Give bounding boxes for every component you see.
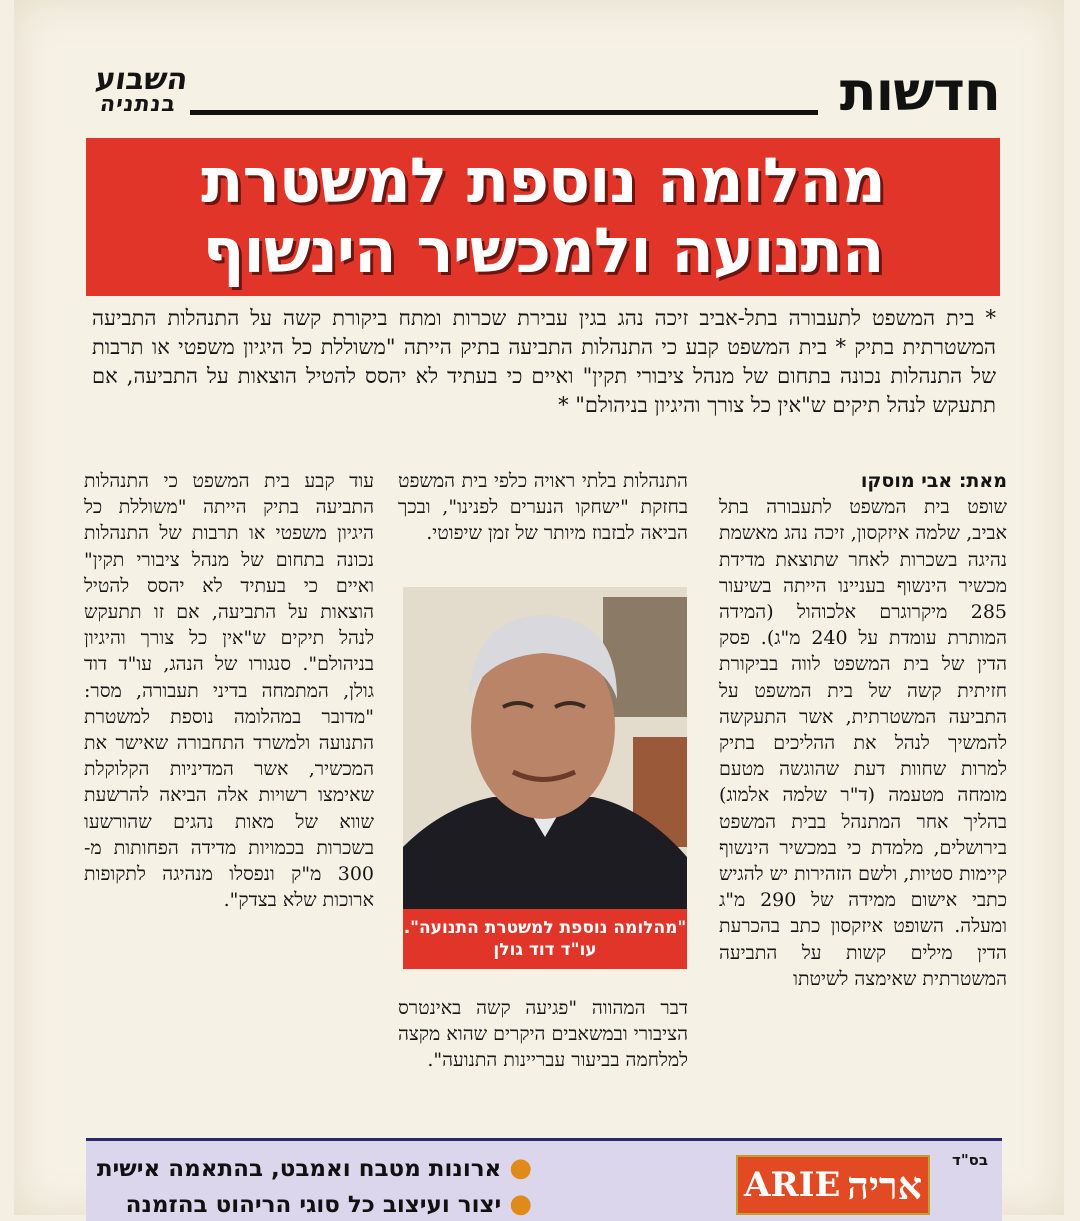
article-text-left: עוד קבע בית המשפט כי התנהלות התביעה בתיק הייתה "משוללת כל היגיון משפטי או תרבות של התנהלות נכונה בתחום של מנהל ציבורי תקין" ואיים כי בעתיד לא יהסס להטיל הוצאות על התביעה, אם זו תתעקש לנהל תיקים ש"אין כל צורך והיגיון בניהולם". סנגורו של הנהג, עו"ד דוד גולן, המתמחה בדיני תעבורה, מסר: "מדובר במהלומה נוספת למשטרת התנועה ולמשרד התחבורה שאישר את המכשיר, אשר המדיניות הקלוקלת שאימצו רשויות אלה הביאה להרשעת שווא של מאות נהגים שהורשעו בשכרות בכמויות מדידה הפחותות מ- 300 מ"ק ונפסלו מנהיגה לתקופות ארוכות שלא בצדק". xyxy=(84,470,374,912)
article-text-middle-bottom: דבר המהווה "פגיעה קשה באינטרס הציבורי ובמשאבים היקרים שהוא מקצה למלחמה בביעור עבריינות התנועה". xyxy=(398,997,688,1072)
ad-line-1 xyxy=(97,1153,532,1183)
ad-logo xyxy=(736,1155,930,1215)
section-title: חדשות xyxy=(839,60,1000,123)
ad-line-1-text: ארונות מטבח ואמבט, בהתאמה אישית xyxy=(96,1156,502,1182)
headline-line2: התנועה ולמכשיר הינשוף xyxy=(202,214,884,287)
byline: מאת: אבי מוסקו xyxy=(860,470,1007,492)
ad-line-2-text: יצור ועיצוב כל סוגי הריהוט בהזמנה xyxy=(125,1192,502,1218)
ad-logo-hebrew: אריה xyxy=(847,1163,922,1208)
masthead-line1: השבוע xyxy=(93,62,191,97)
lead-paragraph: * בית המשפט לתעבורה בתל-אביב זיכה נהג בגין עבירת שכרות ומתח ביקורת קשה על התנהלות התביעה המשטרתית בתיק * בית המשפט קבע כי התנהלות התביעה בתיק הייתה "משוללת כל היגיון משפטי או תרבות של התנהלות נכונה בתחום של מנהל ציבורי תקין" ואיים כי בעתיד לא יהסס להטיל הוצאות על התביעה, אם תתעקש לנהל תיקים ש"אין כל צורך והיגיון בניהולם" * xyxy=(92,306,996,417)
bullet-icon: ● xyxy=(509,1153,532,1183)
bullet-icon: ● xyxy=(509,1189,532,1219)
article-column-left xyxy=(84,468,374,913)
article-column-middle xyxy=(398,468,688,547)
article-text-right: שופט בית המשפט לתעבורה בתל אביב, שלמה איזקסון, זיכה נהג מאשמת נהיגה בשכרות לאחר שתוצאת מדידת מכשיר הינשוף בעניינו הייתה בשיעור 285 מיקרוגרם אלכוהול (המידה המותרת עומדת על 240 מ"ג). פסק הדין של בית המשפט לווה בביקורת חזיתית קשה של בית המשפט על התביעה המשטרתית, אשר התעקשה להמשיך לנהל את ההליכים בתיק למרות שחוות דעת שהוגשה מטעם מומחה מטעמה (ד"ר שלמה אלמוג) בהליך אחר המתנהל בבית המשפט בירושלים, מלמדת כי במכשיר הינשוף קיימות סטיות, ולשם הזהירות יש להגיש כתבי אישום ממידה של 290 מ"ג ומעלה. השופט איזקסון כתב בהכרעת הדין מילים קשות על התביעה המשטרתית שאימצה לשיטתו xyxy=(719,496,1007,990)
headline-line1: מהלומה נוספת למשטרת xyxy=(201,144,885,217)
portrait-illustration xyxy=(403,587,687,909)
section-rule xyxy=(190,110,818,115)
article-column-right xyxy=(719,468,1007,992)
advertisement-banner xyxy=(86,1138,1002,1221)
masthead-logo xyxy=(86,62,193,117)
article-text-middle-top: התנהלות בלתי ראויה כלפי בית המשפט בחזקת "ישחקו הנערים לפנינו", ובכך הביאה לבזבוז מיותר של זמן שיפוטי. xyxy=(398,470,688,545)
ad-logo-english: ARIE xyxy=(744,1165,841,1205)
headline-banner xyxy=(86,138,1000,296)
masthead-line2: בנתניה xyxy=(98,92,178,117)
lawyer-photo xyxy=(403,587,687,909)
photo-caption: "מהלומה נוספת למשטרת התנועה". עו"ד דוד גולן xyxy=(403,909,687,969)
ad-bsd-mark: בס"ד xyxy=(952,1151,988,1169)
headline xyxy=(86,146,1000,286)
